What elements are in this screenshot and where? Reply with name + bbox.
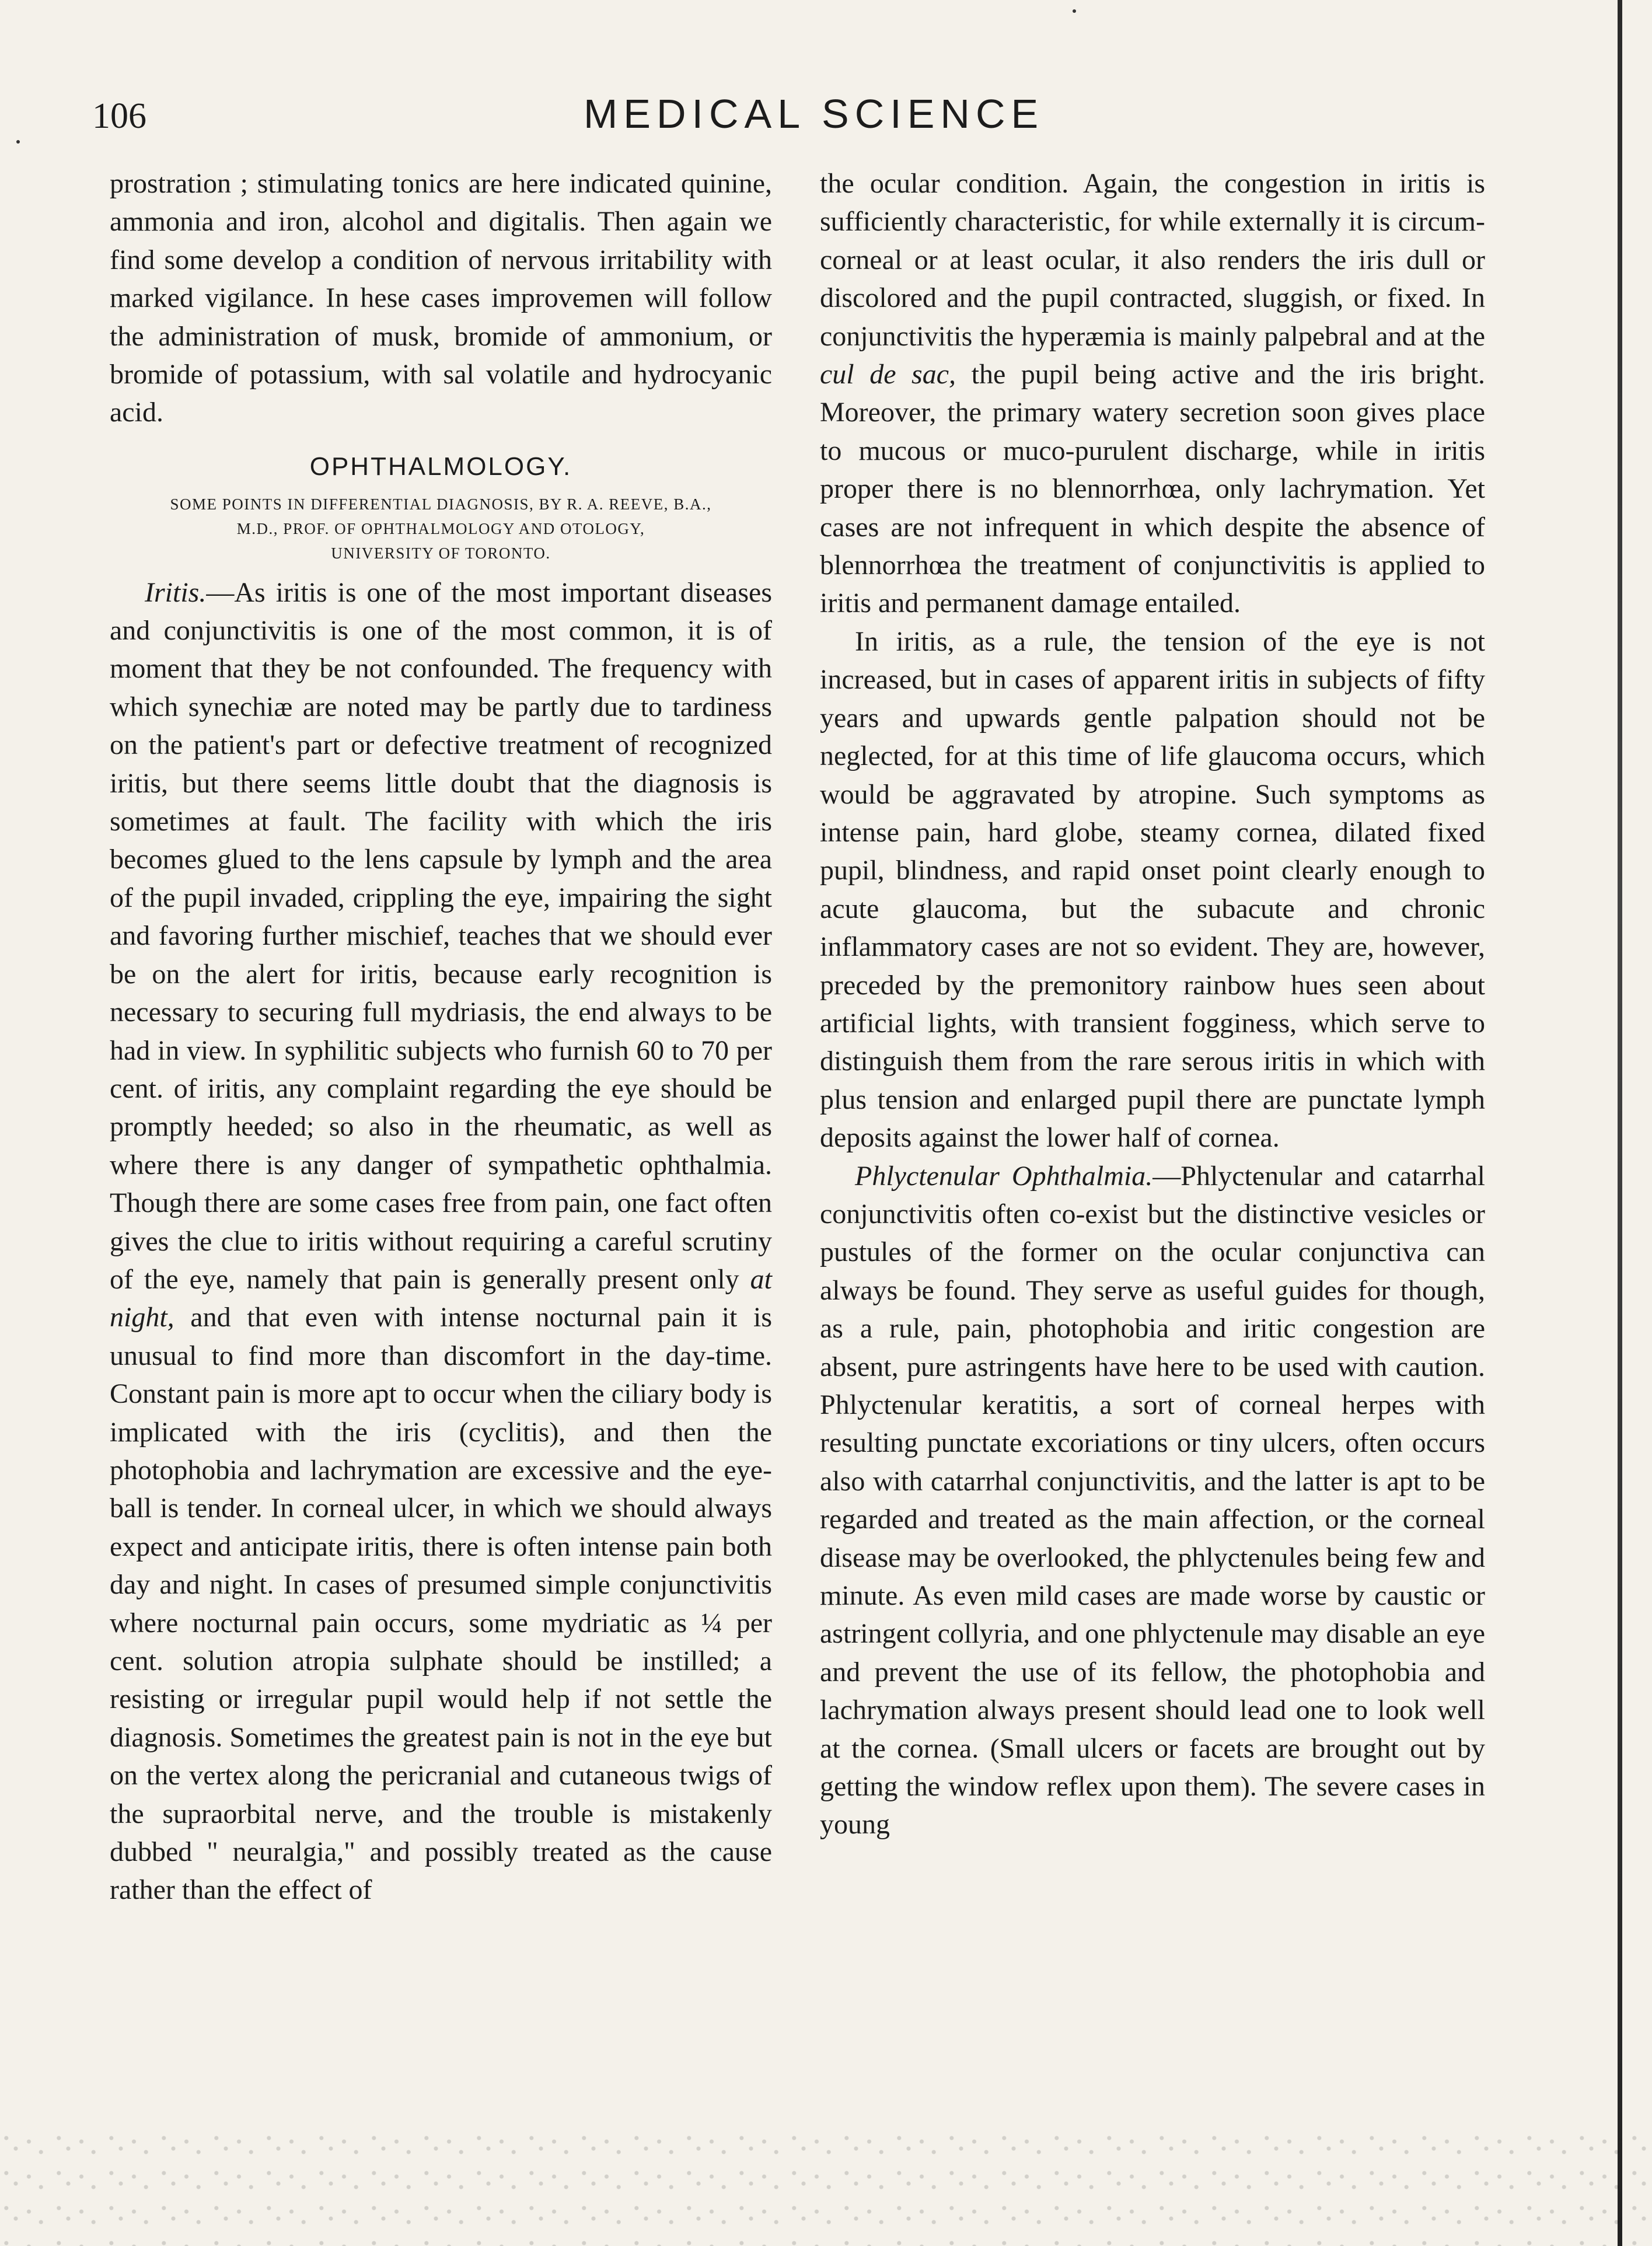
- page-number: 106: [92, 96, 146, 136]
- running-head: MEDICAL SCIENCE: [584, 91, 1045, 137]
- scan-speck: [1073, 9, 1076, 13]
- byline-line-3: UNIVERSITY OF TORONTO.: [331, 544, 551, 562]
- section-heading: OPHTHALMOLOGY.: [309, 452, 572, 481]
- paragraph-phlyctenular: [820, 1157, 1485, 1844]
- paragraph-prostration: prostration ; stimulating tonics are here indicated quinine, ammonia and iron, alcohol and digitalis. Then again we find some develop a condition of nervous irritability with marked vigilance. In hese cases improvemen will follow the administration of musk, bromide of ammonium, or bromide of potassium, with sal volatile and hydrocyanic acid.: [110, 168, 772, 428]
- ocular-text-a: the ocular condition. Again, the congestion in iritis is sufficiently characteristic, for while externally it is circum-corneal or at least ocular, it also renders the iris dull or discolored and the pupil contracted, sluggish, or fixed. In conjunctivitis the hyperæmia is mainly palpebral and at the: [820, 168, 1485, 352]
- byline-line-2: M.D., PROF. OF OPHTHALMOLOGY AND OTOLOGY,: [236, 519, 645, 537]
- scan-noise: [0, 2124, 1652, 2246]
- article-byline: [110, 492, 772, 565]
- iritis-text-b: and that even with intense nocturnal pain it is unusual to find more than discomfort in the day-time. Constant pain is more apt to occur when the ciliary body is implicated with the iris (cyclitis), and then the photophobia and lachrymation are excessive and the eye-ball is tender. In corneal ulcer, in which we should always expect and anticipate iritis, there is often intense pain both day and night. In cases of presumed simple conjunctivitis where nocturnal pain occurs, some mydriatic as ¼ per cent. solution atropia sulphate should be instilled; a resisting or irregular pupil would help if not settle the diagnosis. Sometimes the greatest pain is not in the eye but on the vertex along the pericranial and cutaneous twigs of the supraorbital nerve, and the trouble is mistakenly dubbed " neuralgia," and possibly treated as the cause rather than the effect of: [110, 1302, 773, 1906]
- iritis-run-in-heading: Iritis.: [145, 577, 207, 608]
- right-column: [820, 165, 1485, 1844]
- left-column: [110, 165, 772, 1909]
- at-night-emphasis: at night,: [110, 1263, 772, 1333]
- iritis-text-a: —As iritis is one of the most important diseases and conjunctivitis is one of the most common, it is of moment that they be not confounded. The frequency with which synechiæ are noted may be partly due to tardiness on the patient's part or defective treatment of recognized iritis, but there seems little doubt that the diagnosis is sometimes at fault. The facility with which the iris becomes glued to the lens capsule by lymph and the area of the pupil invaded, crippling the eye, impairing the sight and favoring further mischief, teaches that we should ever be on the alert for iritis, because early recognition is necessary to securing full mydriasis, the end always to be had in view. In syphilitic subjects who furnish 60 to 70 per cent. of iritis, any complaint regarding the eye should be promptly heeded; so also in the rheumatic, as well as where there is any danger of sympathetic ophthalmia. Though there are some cases free from pain, one fact often gives the clue to iritis without requiring a careful scrutiny of the eye, namely that pain is generally present only: [110, 577, 772, 1295]
- byline-line-1: SOME POINTS IN DIFFERENTIAL DIAGNOSIS, BY R. A. REEVE, B.A.,: [170, 495, 712, 513]
- paragraph-tension: In iritis, as a rule, the tension of the eye is not increased, but in cases of apparent iritis in subjects of fifty years and upwards gentle palpation should not be neglected, for at this time of life glaucoma occurs, which would be aggravated by atropine. Such symptoms as intense pain, hard globe, steamy cornea, dilated fixed pupil, blindness, and rapid onset point clearly enough to acute glaucoma, but the subacute and chronic inflammatory cases are not so evident. They are, however, preceded by the premonitory rainbow hues seen about artificial lights, with transient fogginess, which serve to distinguish them from the rare serous iritis in which with plus tension and enlarged pupil there are punctate lymph deposits against the lower half of cornea.: [820, 626, 1485, 1154]
- paragraph-iritis: [110, 574, 772, 1909]
- paragraph-ocular-condition: [820, 165, 1485, 623]
- scan-speck: [16, 140, 20, 144]
- phlyctenular-text: —Phlyctenular and catarrhal conjunctivitis often co-exist but the distinctive vesicles or pustules of the former on the ocular conjunctiva can always be found. They serve as useful guides for though, as a rule, pain, photophobia and iritic congestion are absent, pure astringents have here to be used with caution. Phlyctenular keratitis, a sort of corneal herpes with resulting punctate excoriations or tiny ulcers, often occurs also with catarrhal conjunctivitis, and the latter is apt to be regarded and treated as the main affection, or the corneal disease may be overlooked, the phlyctenules being few and minute. As even mild cases are made worse by caustic or astringent collyria, and one phlyctenule may disable an eye and prevent the use of its fellow, the photophobia and lachrymation always present should lead one to look well at the cornea. (Small ulcers or facets are brought out by getting the window reflex upon them). The severe cases in young: [820, 1160, 1485, 1840]
- ocular-text-b: the pupil being active and the iris bright. Moreover, the primary watery secretion soon gives place to mucous or muco-purulent discharge, while in iritis proper there is no blennorrhœa, only lachrymation. Yet cases are not infrequent in which despite the absence of blennorrhœa the treatment of conjunctivitis is applied to iritis and permanent damage entailed.: [820, 359, 1485, 619]
- cul-de-sac-emphasis: cul de sac,: [820, 359, 956, 390]
- phlyctenular-run-in-heading: Phlyctenular Ophthalmia.: [855, 1160, 1153, 1192]
- page-edge-shadow: [1618, 0, 1622, 2246]
